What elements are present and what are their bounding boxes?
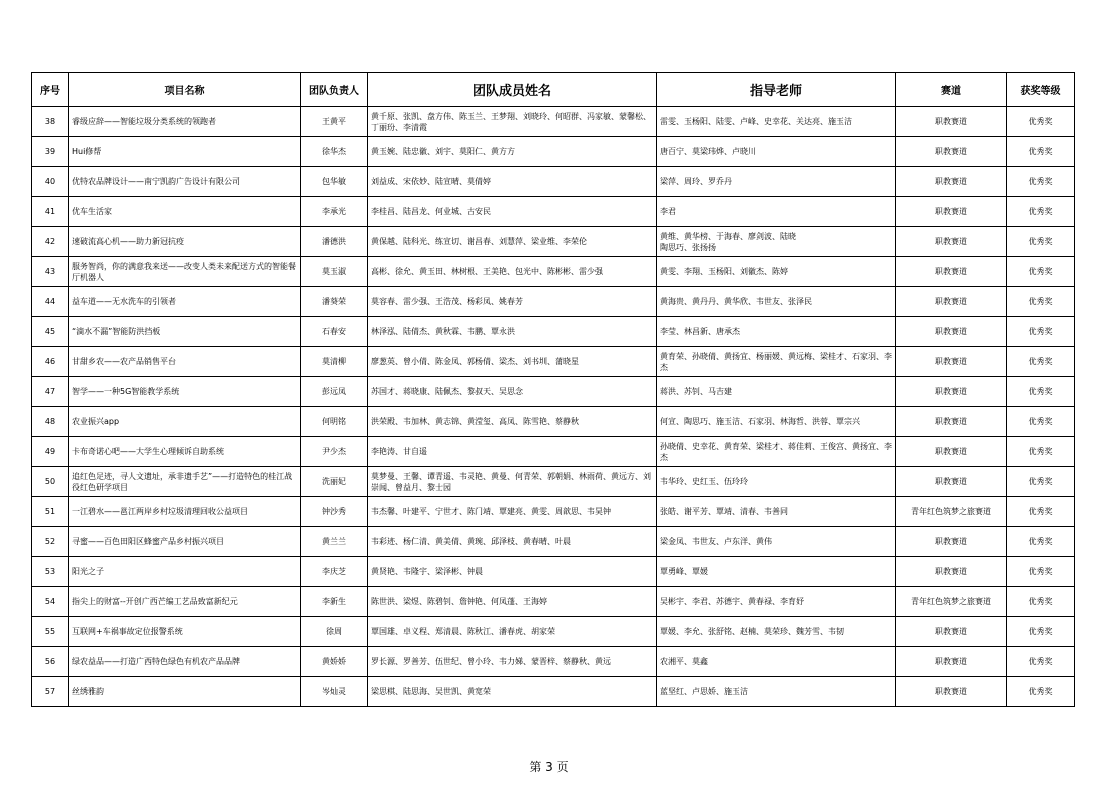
cell-track: 职教赛道	[896, 467, 1007, 497]
cell-no: 50	[32, 467, 69, 497]
cell-advisor: 雷雯、玉杨阳、陆雯、卢峰、史幸花、关达亮、施玉洁	[657, 107, 896, 137]
header-leader: 团队负责人	[301, 73, 368, 107]
cell-award: 优秀奖	[1007, 587, 1075, 617]
header-project: 项目名称	[69, 73, 301, 107]
cell-award: 优秀奖	[1007, 137, 1075, 167]
header-award: 获奖等级	[1007, 73, 1075, 107]
cell-project: 智学——一种5G智能教学系统	[69, 377, 301, 407]
cell-advisor: 梁金凤、韦世友、卢东洋、黄伟	[657, 527, 896, 557]
table-body	[32, 107, 1075, 707]
cell-award: 优秀奖	[1007, 107, 1075, 137]
cell-award: 优秀奖	[1007, 197, 1075, 227]
cell-advisor: 蓝坚红、卢思娇、施玉洁	[657, 677, 896, 707]
cell-project: 农业振兴app	[69, 407, 301, 437]
cell-track: 职教赛道	[896, 347, 1007, 377]
cell-leader: 李新生	[301, 587, 368, 617]
table-row	[32, 347, 1075, 377]
cell-project: 优车生活家	[69, 197, 301, 227]
cell-no: 45	[32, 317, 69, 347]
cell-track: 职教赛道	[896, 617, 1007, 647]
cell-project: 甘甜乡农——农产品销售平台	[69, 347, 301, 377]
table-row	[32, 677, 1075, 707]
table-row	[32, 107, 1075, 137]
cell-award: 优秀奖	[1007, 467, 1075, 497]
cell-project: 指尖上的财富--开创广西芒编工艺品致富新纪元	[69, 587, 301, 617]
table-row	[32, 647, 1075, 677]
cell-no: 48	[32, 407, 69, 437]
cell-leader: 王黄平	[301, 107, 368, 137]
cell-members: 林泽泓、陆倩杰、黄秋霖、韦鹏、覃永洪	[368, 317, 657, 347]
cell-members: 韦杰馨、叶建平、宁世才、陈门靖、覃建亮、黄雯、周歆思、韦昊钟	[368, 497, 657, 527]
cell-members: 洪荣殿、韦加林、黄志锦、黄滢玺、高凤、陈雪艳、蔡静秋	[368, 407, 657, 437]
cell-project: 寻蜜——百色田阳区蜂蜜产品乡村振兴项目	[69, 527, 301, 557]
cell-track: 职教赛道	[896, 647, 1007, 677]
cell-leader: 何明铭	[301, 407, 368, 437]
header-row	[32, 73, 1075, 107]
cell-award: 优秀奖	[1007, 257, 1075, 287]
cell-award: 优秀奖	[1007, 227, 1075, 257]
cell-members: 李桂昌、陆昌龙、何业城、古安民	[368, 197, 657, 227]
cell-leader: 黄娇娇	[301, 647, 368, 677]
table-row	[32, 467, 1075, 497]
cell-leader: 潘德洪	[301, 227, 368, 257]
cell-award: 优秀奖	[1007, 617, 1075, 647]
results-table	[31, 72, 1075, 707]
cell-track: 职教赛道	[896, 227, 1007, 257]
cell-members: 刘益成、宋依妙、陆宣晴、莫倩婷	[368, 167, 657, 197]
cell-members: 黄玉婉、陆忠徽、刘宇、莫阳仁、黄方方	[368, 137, 657, 167]
table-row	[32, 257, 1075, 287]
cell-leader: 徐周	[301, 617, 368, 647]
cell-leader: 岑灿灵	[301, 677, 368, 707]
table-row	[32, 497, 1075, 527]
cell-members: 廖葱英、曾小倩、陈金凤、郭杨倩、梁杰、刘书圳、蒲晓星	[368, 347, 657, 377]
table-row	[32, 617, 1075, 647]
cell-project: 服务智尚，你的满意我来送——改变人类未来配送方式的智能餐厅机器人	[69, 257, 301, 287]
cell-award: 优秀奖	[1007, 407, 1075, 437]
cell-project: 卡布奇诺心吧——大学生心理倾诉自助系统	[69, 437, 301, 467]
cell-track: 职教赛道	[896, 527, 1007, 557]
cell-track: 职教赛道	[896, 557, 1007, 587]
cell-track: 职教赛道	[896, 407, 1007, 437]
cell-members: 李艳涛、甘自遥	[368, 437, 657, 467]
cell-advisor: 唐百宁、莫梁玮烨、卢晓川	[657, 137, 896, 167]
table-row	[32, 197, 1075, 227]
cell-award: 优秀奖	[1007, 677, 1075, 707]
cell-members: 韦彩迹、杨仁清、黄美倩、黄琬、邱泽枝、黄春晴、叶晨	[368, 527, 657, 557]
cell-advisor: 覃媛、李允、张舒铭、赵楠、莫荣珍、魏芳雪、韦韧	[657, 617, 896, 647]
cell-award: 优秀奖	[1007, 527, 1075, 557]
cell-advisor: 李莹、林昌新、唐承杰	[657, 317, 896, 347]
cell-track: 青年红色筑梦之旅赛道	[896, 497, 1007, 527]
cell-advisor: 吴彬宇、李君、苏德宇、黄春禄、李育妤	[657, 587, 896, 617]
cell-award: 优秀奖	[1007, 497, 1075, 527]
cell-award: 优秀奖	[1007, 317, 1075, 347]
cell-advisor: 蒋洪、苏钊、马吉建	[657, 377, 896, 407]
cell-track: 职教赛道	[896, 437, 1007, 467]
cell-project: 丝绣雅韵	[69, 677, 301, 707]
cell-leader: 莫清柳	[301, 347, 368, 377]
cell-no: 46	[32, 347, 69, 377]
cell-leader: 莫玉淑	[301, 257, 368, 287]
cell-no: 44	[32, 287, 69, 317]
table-row	[32, 587, 1075, 617]
page-number: 第 3 页	[529, 760, 569, 774]
cell-project: “滴水不漏”智能防洪挡板	[69, 317, 301, 347]
cell-members: 黄千原、张凯、盘方伟、陈玉兰、王梦翔、刘晓玲、何昭群、冯家敏、蒙馨松、丁丽玢、李清霞	[368, 107, 657, 137]
cell-project: 睿级应辞——智能垃圾分类系统的领跑者	[69, 107, 301, 137]
cell-no: 53	[32, 557, 69, 587]
cell-track: 职教赛道	[896, 107, 1007, 137]
cell-no: 54	[32, 587, 69, 617]
cell-no: 40	[32, 167, 69, 197]
table-row	[32, 227, 1075, 257]
cell-award: 优秀奖	[1007, 377, 1075, 407]
cell-track: 职教赛道	[896, 287, 1007, 317]
cell-advisor: 何宣、陶思巧、施玉洁、石家羽、林海哲、洪蓉、覃宗兴	[657, 407, 896, 437]
cell-no: 42	[32, 227, 69, 257]
cell-project: 追红色足迹，寻人文遗址，承非遗手艺”——打造特色的桂江战役红色研学项目	[69, 467, 301, 497]
cell-track: 职教赛道	[896, 677, 1007, 707]
table-row	[32, 287, 1075, 317]
header-advisor: 指导老师	[657, 73, 896, 107]
table-row	[32, 377, 1075, 407]
cell-advisor: 覃勇峰、覃媛	[657, 557, 896, 587]
cell-track: 职教赛道	[896, 377, 1007, 407]
cell-advisor: 梁萍、周玲、罗乔丹	[657, 167, 896, 197]
cell-members: 莫容春、雷少强、王浩茂、杨彩凤、姚春芳	[368, 287, 657, 317]
cell-award: 优秀奖	[1007, 557, 1075, 587]
cell-members: 黄贤艳、韦隆宇、梁泽彬、钟晨	[368, 557, 657, 587]
header-track: 赛道	[896, 73, 1007, 107]
cell-members: 陈世洪、梁煜、陈碧钊、詹钟艳、何凤蓬、王海婷	[368, 587, 657, 617]
cell-no: 39	[32, 137, 69, 167]
cell-members: 高彬、徐允、黄玉田、林树根、王美艳、包光中、陈彬彬、雷少强	[368, 257, 657, 287]
cell-project: 阳光之子	[69, 557, 301, 587]
table-row	[32, 407, 1075, 437]
cell-leader: 钟沙秀	[301, 497, 368, 527]
cell-award: 优秀奖	[1007, 437, 1075, 467]
cell-project: 一江碧水——邕江两岸乡村垃圾清理回收公益项目	[69, 497, 301, 527]
cell-track: 职教赛道	[896, 197, 1007, 227]
cell-members: 黄保越、陆科光、练宣切、谢昌春、刘慧萍、梁业维、李荣伦	[368, 227, 657, 257]
cell-leader: 李庆芝	[301, 557, 368, 587]
cell-project: 互联网+车祸事故定位报警系统	[69, 617, 301, 647]
cell-track: 职教赛道	[896, 137, 1007, 167]
cell-no: 41	[32, 197, 69, 227]
cell-leader: 李承光	[301, 197, 368, 227]
cell-no: 38	[32, 107, 69, 137]
cell-leader: 尹少杰	[301, 437, 368, 467]
cell-no: 49	[32, 437, 69, 467]
cell-members: 莫梦曼、王馨、谭青遥、韦灵艳、黄曼、何青荣、郭朝娟、林雨荷、黄远方、刘崇闻、曾益月、黎士园	[368, 467, 657, 497]
cell-advisor: 黄育荣、孙晓倩、黄扬宜、杨丽媛、黄远梅、梁桂才、石家羽、李杰	[657, 347, 896, 377]
cell-no: 51	[32, 497, 69, 527]
cell-project: 优特农品牌设计——南宁凯韵广告设计有限公司	[69, 167, 301, 197]
cell-track: 青年红色筑梦之旅赛道	[896, 587, 1007, 617]
table-row	[32, 557, 1075, 587]
cell-advisor: 李君	[657, 197, 896, 227]
cell-track: 职教赛道	[896, 257, 1007, 287]
table-row	[32, 317, 1075, 347]
cell-project: 益车道——无水洗车的引领者	[69, 287, 301, 317]
cell-award: 优秀奖	[1007, 287, 1075, 317]
cell-advisor: 农湘平、莫鑫	[657, 647, 896, 677]
cell-no: 52	[32, 527, 69, 557]
cell-members: 罗长源、罗善芳、伍世纪、曾小玲、韦力娣、蒙晋梓、蔡静秋、黄远	[368, 647, 657, 677]
header-members: 团队成员姓名	[368, 73, 657, 107]
table-row	[32, 527, 1075, 557]
cell-award: 优秀奖	[1007, 347, 1075, 377]
cell-track: 职教赛道	[896, 317, 1007, 347]
cell-track: 职教赛道	[896, 167, 1007, 197]
cell-project: 速破流高心机——助力新冠抗疫	[69, 227, 301, 257]
cell-leader: 石春安	[301, 317, 368, 347]
cell-advisor: 黄雯、李翔、玉杨阳、刘徽杰、陈婷	[657, 257, 896, 287]
header-no: 序号	[32, 73, 69, 107]
cell-no: 43	[32, 257, 69, 287]
cell-advisor: 韦华玲、史红玉、伍玲玲	[657, 467, 896, 497]
cell-leader: 洗丽妃	[301, 467, 368, 497]
cell-leader: 包华敏	[301, 167, 368, 197]
table-row	[32, 167, 1075, 197]
table-row	[32, 137, 1075, 167]
cell-no: 56	[32, 647, 69, 677]
cell-members: 覃国雄、卓义程、郑清晨、陈秋江、潘春虎、胡家荣	[368, 617, 657, 647]
cell-leader: 黄兰兰	[301, 527, 368, 557]
table-row	[32, 437, 1075, 467]
cell-members: 苏国才、蒋晓康、陆佩杰、黎叔天、吴思念	[368, 377, 657, 407]
cell-project: 绿农益品——打造广西特色绿色有机农产品品牌	[69, 647, 301, 677]
cell-advisor: 黄维、黄华榜、于海春、廖剑波、陆晓 陶思巧、张扬扬	[657, 227, 896, 257]
cell-award: 优秀奖	[1007, 647, 1075, 677]
cell-advisor: 张皓、谢平芳、覃靖、清春、韦善同	[657, 497, 896, 527]
cell-project: Hui修帮	[69, 137, 301, 167]
cell-award: 优秀奖	[1007, 167, 1075, 197]
cell-leader: 徐华杰	[301, 137, 368, 167]
cell-members: 梁思棋、陆思海、吴世凯、黄宽荣	[368, 677, 657, 707]
cell-leader: 潘葵荣	[301, 287, 368, 317]
cell-advisor: 孙晓倩、史幸花、黄育荣、梁桂才、蒋佳莉、王俊宫、黄扬宜、李杰	[657, 437, 896, 467]
cell-advisor: 黄海贵、黄丹丹、黄华欣、韦世友、张泽民	[657, 287, 896, 317]
cell-no: 47	[32, 377, 69, 407]
cell-leader: 彭远凤	[301, 377, 368, 407]
cell-no: 55	[32, 617, 69, 647]
cell-no: 57	[32, 677, 69, 707]
